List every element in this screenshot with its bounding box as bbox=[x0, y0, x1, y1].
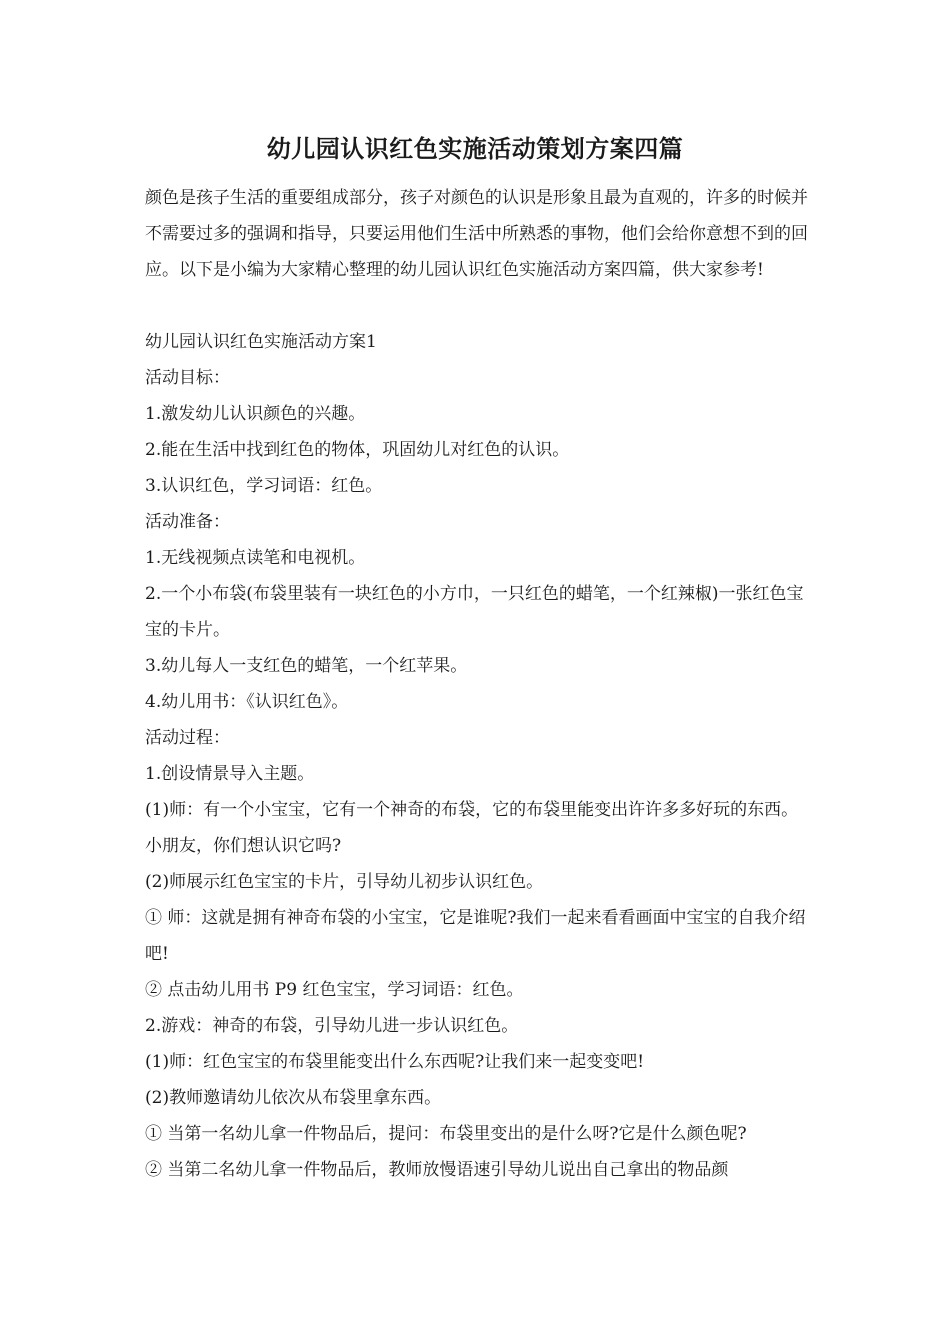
document-title: 幼儿园认识红色实施活动策划方案四篇 bbox=[266, 134, 684, 163]
process-item: ② 当第二名幼儿拿一件物品后，教师放慢语速引导幼儿说出自己拿出的物品颜 bbox=[145, 1160, 729, 1180]
paragraph-gap bbox=[145, 288, 810, 324]
prep-item: 2.一个小布袋(布袋里装有一块红色的小方巾，一只红色的蜡笔，一个红辣椒)一张红色宝宝的卡片。 bbox=[145, 584, 804, 640]
intro-paragraph bbox=[145, 180, 810, 288]
process-item: ② 点击幼儿用书 P9 红色宝宝，学习词语：红色。 bbox=[145, 980, 524, 1000]
process-item: ① 当第一名幼儿拿一件物品后，提问：布袋里变出的是什么呀?它是什么颜色呢? bbox=[145, 1124, 747, 1144]
goal-item: 2.能在生活中找到红色的物体，巩固幼儿对红色的认识。 bbox=[145, 440, 570, 460]
process-item: 2.游戏：神奇的布袋，引导幼儿进一步认识红色。 bbox=[145, 1016, 519, 1036]
goals-heading: 活动目标： bbox=[145, 368, 230, 388]
prep-item: 4.幼儿用书：《认识红色》。 bbox=[145, 692, 349, 712]
intro-text: 颜色是孩子生活的重要组成部分，孩子对颜色的认识是形象且最为直观的，许多的时候并不需要过多的强调和指导，只要运用他们生活中所熟悉的事物，他们会给你意想不到的回应。以下是小编为大家精心整理的幼儿园认识红色实施活动方案四篇，供大家参考! bbox=[145, 188, 808, 280]
process-item: (1)师：有一个小宝宝，它有一个神奇的布袋，它的布袋里能变出许许多多好玩的东西。小朋友，你们想认识它吗? bbox=[145, 800, 799, 856]
plan-heading: 幼儿园认识红色实施活动方案1 bbox=[145, 332, 377, 352]
prep-heading: 活动准备： bbox=[145, 512, 230, 532]
process-heading: 活动过程： bbox=[145, 728, 230, 748]
process-item: 1.创设情景导入主题。 bbox=[145, 764, 315, 784]
process-item: (1)师：红色宝宝的布袋里能变出什么东西呢?让我们来一起变变吧! bbox=[145, 1052, 645, 1072]
document-body bbox=[145, 180, 810, 1188]
goal-item: 3.认识红色，学习词语：红色。 bbox=[145, 476, 383, 496]
goal-item: 1.激发幼儿认识颜色的兴趣。 bbox=[145, 404, 366, 424]
process-item: ① 师：这就是拥有神奇布袋的小宝宝，它是谁呢?我们一起来看看画面中宝宝的自我介绍吧! bbox=[145, 908, 806, 964]
prep-item: 3.幼儿每人一支红色的蜡笔，一个红苹果。 bbox=[145, 656, 468, 676]
process-item: (2)师展示红色宝宝的卡片，引导幼儿初步认识红色。 bbox=[145, 872, 544, 892]
prep-item: 1.无线视频点读笔和电视机。 bbox=[145, 548, 366, 568]
process-item: (2)教师邀请幼儿依次从布袋里拿东西。 bbox=[145, 1088, 442, 1108]
